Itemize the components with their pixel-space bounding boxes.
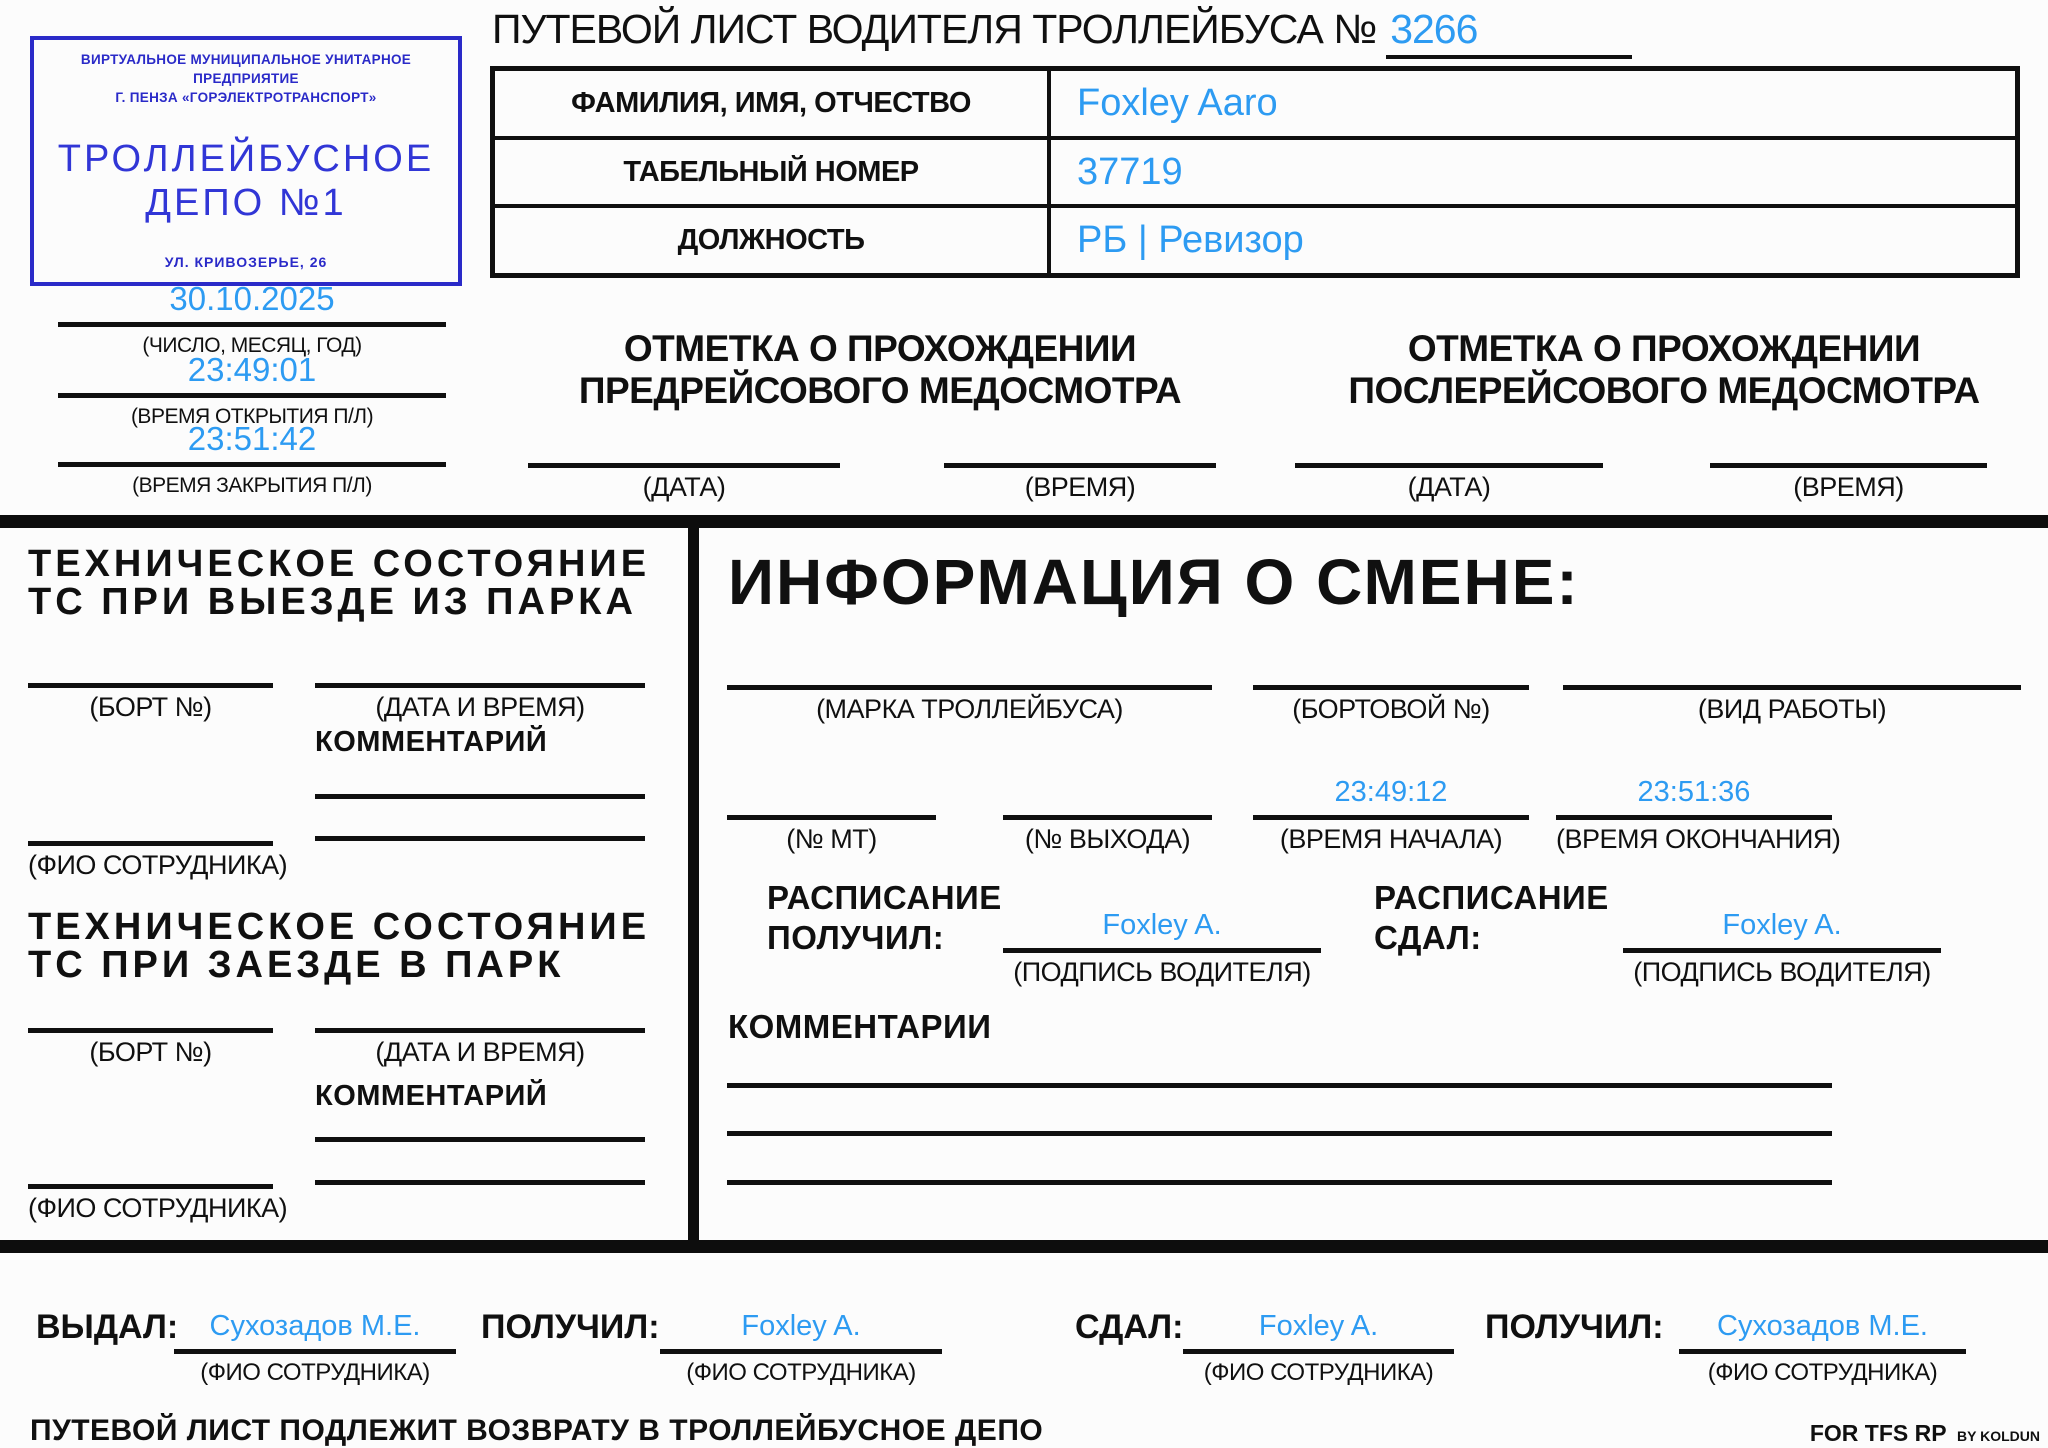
post-trip-time-field[interactable]: (ВРЕМЯ) [1710,463,1987,502]
received-by-label: ПОЛУЧИЛ: [481,1308,660,1346]
table-row [495,71,2015,136]
shift-end-time-field[interactable]: 23:51:36 (ВРЕМЯ ОКОНЧАНИЯ) [1556,776,1841,854]
open-time-caption: (ВРЕМЯ ОТКРЫТИЯ П/Л) [130,405,374,428]
received-by-field[interactable]: Foxley A. (ФИО СОТРУДНИКА) [660,1305,942,1388]
close-time-field[interactable]: 23:51:42 (ВРЕМЯ ЗАКРЫТИЯ П/Л) [58,418,446,501]
issued-by-field[interactable]: Сухозадов М.Е. (ФИО СОТРУДНИКА) [174,1305,456,1388]
shift-comment-line[interactable] [727,1083,1832,1088]
personnel-number-label: ТАБЕЛЬНЫЙ НОМЕР [495,140,1051,205]
exit-comment-line[interactable] [315,794,645,799]
exit-datetime-field[interactable]: (ДАТА И ВРЕМЯ) [315,683,645,722]
waybill-number-field[interactable]: 3266 [1386,6,1632,59]
section-divider-vertical [688,528,699,1240]
work-type-field[interactable]: (ВИД РАБОТЫ) [1563,685,2021,724]
exit-comment-label: КОММЕНТАРИЙ [315,726,548,758]
trolleybus-model-field[interactable]: (МАРКА ТРОЛЛЕЙБУСА) [727,685,1212,724]
accepted-by-field[interactable]: Сухозадов М.Е. (ФИО СОТРУДНИКА) [1679,1305,1966,1388]
shift-comments-label: КОММЕНТАРИИ [728,1008,992,1045]
tech-exit-title: ТЕХНИЧЕСКОЕ СОСТОЯНИЕ ТС ПРИ ВЫЕЗДЕ ИЗ ПАРКА [28,543,651,623]
mt-number-field[interactable]: (№ МТ) [727,771,936,854]
issued-by-label: ВЫДАЛ: [36,1308,179,1346]
post-trip-date-field[interactable]: (ДАТА) [1295,463,1603,502]
section-divider-top [0,515,2048,528]
watermark-brand: FOR TFS RP [1809,1420,1947,1446]
date-caption: (ЧИСЛО, МЕСЯЦ, ГОД) [142,334,362,357]
pre-trip-time-field[interactable]: (ВРЕМЯ) [944,463,1216,502]
return-notice: ПУТЕВОЙ ЛИСТ ПОДЛЕЖИТ ВОЗВРАТУ В ТРОЛЛЕЙБУСНОЕ ДЕПО [30,1414,1044,1447]
schedule-received-signature-field[interactable]: Foxley A. (ПОДПИСЬ ВОДИТЕЛЯ) [1003,904,1321,987]
depot-stamp [30,36,462,286]
stamp-address: УЛ. КРИВОЗЕРЬЕ, 26 [164,254,328,270]
post-trip-medical-title: ОТМЕТКА О ПРОХОЖДЕНИИ ПОСЛЕРЕЙСОВОГО МЕДОСМОТРА [1348,328,1980,411]
stamp-org-line1: ВИРТУАЛЬНОЕ МУНИЦИПАЛЬНОЕ УНИТАРНОЕ ПРЕДПРИЯТИЕ [80,52,412,86]
close-time-caption: (ВРЕМЯ ЗАКРЫТИЯ П/Л) [132,474,372,497]
exit-board-number-field[interactable]: (БОРТ №) [28,683,273,722]
shift-start-time-field[interactable]: 23:49:12 (ВРЕМЯ НАЧАЛА) [1253,771,1529,854]
position-label: ДОЛЖНОСТЬ [495,208,1051,273]
tech-entry-title: ТЕХНИЧЕСКОЕ СОСТОЯНИЕ ТС ПРИ ЗАЕЗДЕ В ПАРК [28,906,651,986]
watermark-credit: BY KOLDUN [1957,1428,2040,1444]
section-divider-bottom [0,1240,2048,1253]
returned-by-field[interactable]: Foxley A. (ФИО СОТРУДНИКА) [1183,1305,1454,1388]
open-time-field[interactable]: 23:49:01 (ВРЕМЯ ОТКРЫТИЯ П/Л) [58,349,446,432]
entry-comment-label: КОММЕНТАРИЙ [315,1080,548,1112]
document-title [492,6,1632,59]
shift-comment-line[interactable] [727,1180,1832,1185]
driver-info-table [490,66,2020,278]
document-title-text: ПУТЕВОЙ ЛИСТ ВОДИТЕЛЯ ТРОЛЛЕЙБУСА № [492,6,1377,52]
accepted-by-label: ПОЛУЧИЛ: [1485,1308,1664,1346]
board-number-field[interactable]: (БОРТОВОЙ №) [1253,685,1529,724]
position-field[interactable]: РБ | Ревизор [1077,219,1304,262]
stamp-org-line2: Г. ПЕНЗА «ГОРЭЛЕКТРОТРАНСПОРТ» [115,90,377,105]
schedule-returned-label: РАСПИСАНИЕ СДАЛ: [1374,879,1609,956]
driver-name-label: ФАМИЛИЯ, ИМЯ, ОТЧЕСТВО [495,71,1051,136]
stamp-depot-name: ТРОЛЛЕЙБУСНОЕ ДЕПО №1 [57,137,435,224]
shift-info-title: ИНФОРМАЦИЯ О СМЕНЕ: [728,546,1580,618]
entry-employee-field[interactable]: (ФИО СОТРУДНИКА) [28,1184,273,1223]
table-row [495,204,2015,273]
driver-name-field[interactable]: Foxley Aaro [1077,81,1278,124]
watermark [1810,1420,2040,1447]
pre-trip-medical-title: ОТМЕТКА О ПРОХОЖДЕНИИ ПРЕДРЕЙСОВОГО МЕДОСМОТРА [578,328,1182,411]
exit-employee-field[interactable]: (ФИО СОТРУДНИКА) [28,841,273,880]
date-field[interactable]: 30.10.2025 (ЧИСЛО, МЕСЯЦ, ГОД) [58,278,446,361]
schedule-returned-signature-field[interactable]: Foxley A. (ПОДПИСЬ ВОДИТЕЛЯ) [1623,904,1941,987]
table-row [495,136,2015,205]
pre-trip-date-field[interactable]: (ДАТА) [528,463,840,502]
entry-board-number-field[interactable]: (БОРТ №) [28,1028,273,1067]
entry-comment-line[interactable] [315,1180,645,1185]
returned-by-label: СДАЛ: [1075,1308,1184,1346]
entry-comment-line[interactable] [315,1137,645,1142]
personnel-number-field[interactable]: 37719 [1077,150,1183,193]
exit-number-field[interactable]: (№ ВЫХОДА) [1003,771,1212,854]
schedule-received-label: РАСПИСАНИЕ ПОЛУЧИЛ: [767,879,1002,956]
exit-comment-line[interactable] [315,836,645,841]
entry-datetime-field[interactable]: (ДАТА И ВРЕМЯ) [315,1028,645,1067]
shift-comment-line[interactable] [727,1131,1832,1136]
stamp-org-name [40,50,452,107]
